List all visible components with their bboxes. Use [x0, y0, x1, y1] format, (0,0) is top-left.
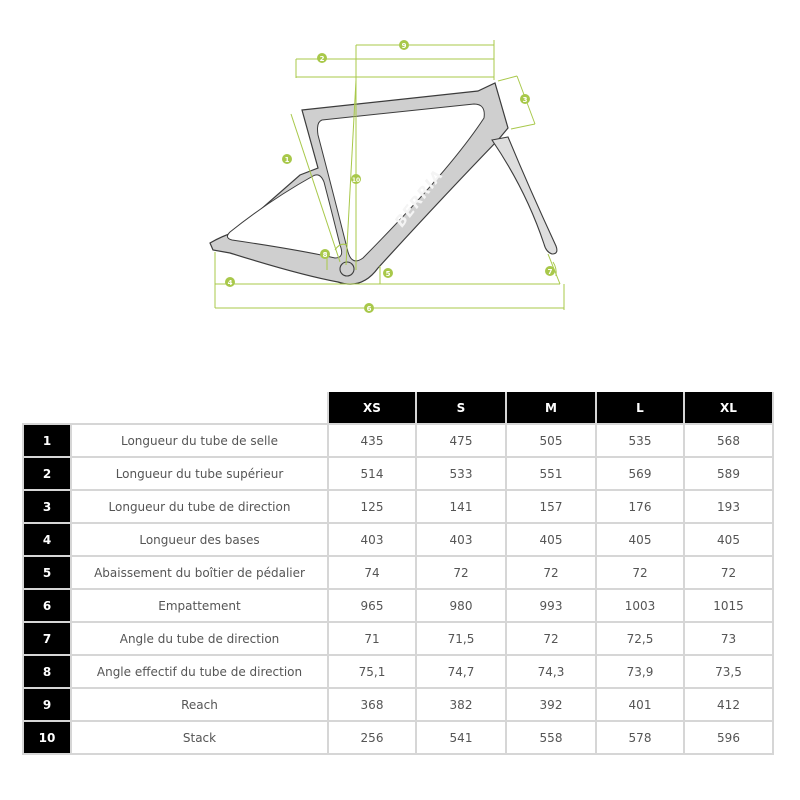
table-row — [23, 721, 773, 754]
row-value: 72 — [596, 556, 684, 589]
row-value: 965 — [328, 589, 416, 622]
row-value: 541 — [416, 721, 506, 754]
row-value: 514 — [328, 457, 416, 490]
row-value: 435 — [328, 424, 416, 457]
marker-7 — [545, 266, 555, 276]
header-blank — [23, 392, 71, 424]
row-value: 1015 — [684, 589, 773, 622]
row-label: Longueur du tube supérieur — [71, 457, 328, 490]
marker-2 — [317, 53, 327, 63]
row-value: 193 — [684, 490, 773, 523]
table-row — [23, 688, 773, 721]
table-row — [23, 622, 773, 655]
marker-5 — [383, 268, 393, 278]
table-row — [23, 556, 773, 589]
row-number: 3 — [23, 490, 71, 523]
row-number: 4 — [23, 523, 71, 556]
size-header: S — [416, 392, 506, 424]
row-number: 6 — [23, 589, 71, 622]
row-value: 74,7 — [416, 655, 506, 688]
size-header: M — [506, 392, 596, 424]
marker-2-label: 2 — [319, 55, 325, 63]
size-header-row — [23, 392, 773, 424]
row-value: 568 — [684, 424, 773, 457]
marker-1 — [282, 154, 292, 164]
row-value: 71,5 — [416, 622, 506, 655]
row-value: 72,5 — [596, 622, 684, 655]
row-value: 392 — [506, 688, 596, 721]
row-label: Longueur du tube de direction — [71, 490, 328, 523]
row-number: 9 — [23, 688, 71, 721]
row-number: 7 — [23, 622, 71, 655]
row-value: 980 — [416, 589, 506, 622]
row-label: Angle effectif du tube de direction — [71, 655, 328, 688]
row-value: 74,3 — [506, 655, 596, 688]
marker-9-label: 9 — [401, 42, 407, 50]
row-label: Stack — [71, 721, 328, 754]
marker-6 — [364, 303, 374, 313]
marker-10-label: 10 — [351, 177, 361, 184]
table-row — [23, 457, 773, 490]
row-value: 125 — [328, 490, 416, 523]
row-value: 72 — [506, 556, 596, 589]
row-value: 505 — [506, 424, 596, 457]
row-value: 256 — [328, 721, 416, 754]
row-value: 72 — [684, 556, 773, 589]
row-value: 475 — [416, 424, 506, 457]
bottom-bracket — [340, 262, 354, 276]
row-value: 578 — [596, 721, 684, 754]
table-row — [23, 589, 773, 622]
table-row — [23, 424, 773, 457]
row-value: 74 — [328, 556, 416, 589]
row-value: 141 — [416, 490, 506, 523]
size-header: L — [596, 392, 684, 424]
header-blank-label — [71, 392, 328, 424]
marker-3 — [520, 94, 530, 104]
row-value: 403 — [328, 523, 416, 556]
row-value: 535 — [596, 424, 684, 457]
row-value: 176 — [596, 490, 684, 523]
row-value: 1003 — [596, 589, 684, 622]
size-header: XS — [328, 392, 416, 424]
table-row — [23, 655, 773, 688]
marker-7-label: 7 — [547, 268, 553, 276]
row-value: 72 — [416, 556, 506, 589]
row-number: 1 — [23, 424, 71, 457]
row-label: Empattement — [71, 589, 328, 622]
marker-3-label: 3 — [522, 96, 528, 104]
marker-9 — [399, 40, 409, 50]
row-value: 403 — [416, 523, 506, 556]
row-number: 2 — [23, 457, 71, 490]
row-value: 71 — [328, 622, 416, 655]
row-value: 405 — [596, 523, 684, 556]
row-value: 993 — [506, 589, 596, 622]
row-value: 73,9 — [596, 655, 684, 688]
row-label: Longueur du tube de selle — [71, 424, 328, 457]
row-value: 382 — [416, 688, 506, 721]
row-value: 405 — [506, 523, 596, 556]
brand-logo: BERRIA — [390, 165, 448, 231]
row-value: 596 — [684, 721, 773, 754]
marker-5-label: 5 — [385, 270, 391, 278]
row-value: 368 — [328, 688, 416, 721]
row-value: 589 — [684, 457, 773, 490]
marker-8-label: 8 — [322, 251, 328, 259]
row-number: 10 — [23, 721, 71, 754]
row-value: 73,5 — [684, 655, 773, 688]
marker-1-label: 1 — [284, 156, 290, 164]
marker-4 — [225, 277, 235, 287]
marker-6-label: 6 — [366, 305, 372, 313]
row-value: 72 — [506, 622, 596, 655]
row-value: 75,1 — [328, 655, 416, 688]
row-label: Reach — [71, 688, 328, 721]
row-label: Angle du tube de direction — [71, 622, 328, 655]
fork — [492, 137, 557, 254]
row-value: 157 — [506, 490, 596, 523]
marker-10 — [351, 174, 361, 184]
row-label: Longueur des bases — [71, 523, 328, 556]
row-value: 405 — [684, 523, 773, 556]
bike-frame — [210, 83, 557, 284]
row-value: 569 — [596, 457, 684, 490]
row-number: 5 — [23, 556, 71, 589]
row-number: 8 — [23, 655, 71, 688]
row-value: 73 — [684, 622, 773, 655]
table-row — [23, 523, 773, 556]
row-value: 558 — [506, 721, 596, 754]
frame-geometry-diagram — [0, 0, 800, 340]
size-header: XL — [684, 392, 773, 424]
marker-4-label: 4 — [227, 279, 233, 287]
row-value: 401 — [596, 688, 684, 721]
row-value: 551 — [506, 457, 596, 490]
table-row — [23, 490, 773, 523]
row-value: 412 — [684, 688, 773, 721]
geometry-table — [22, 392, 774, 755]
row-label: Abaissement du boîtier de pédalier — [71, 556, 328, 589]
marker-8 — [320, 249, 330, 259]
row-value: 533 — [416, 457, 506, 490]
